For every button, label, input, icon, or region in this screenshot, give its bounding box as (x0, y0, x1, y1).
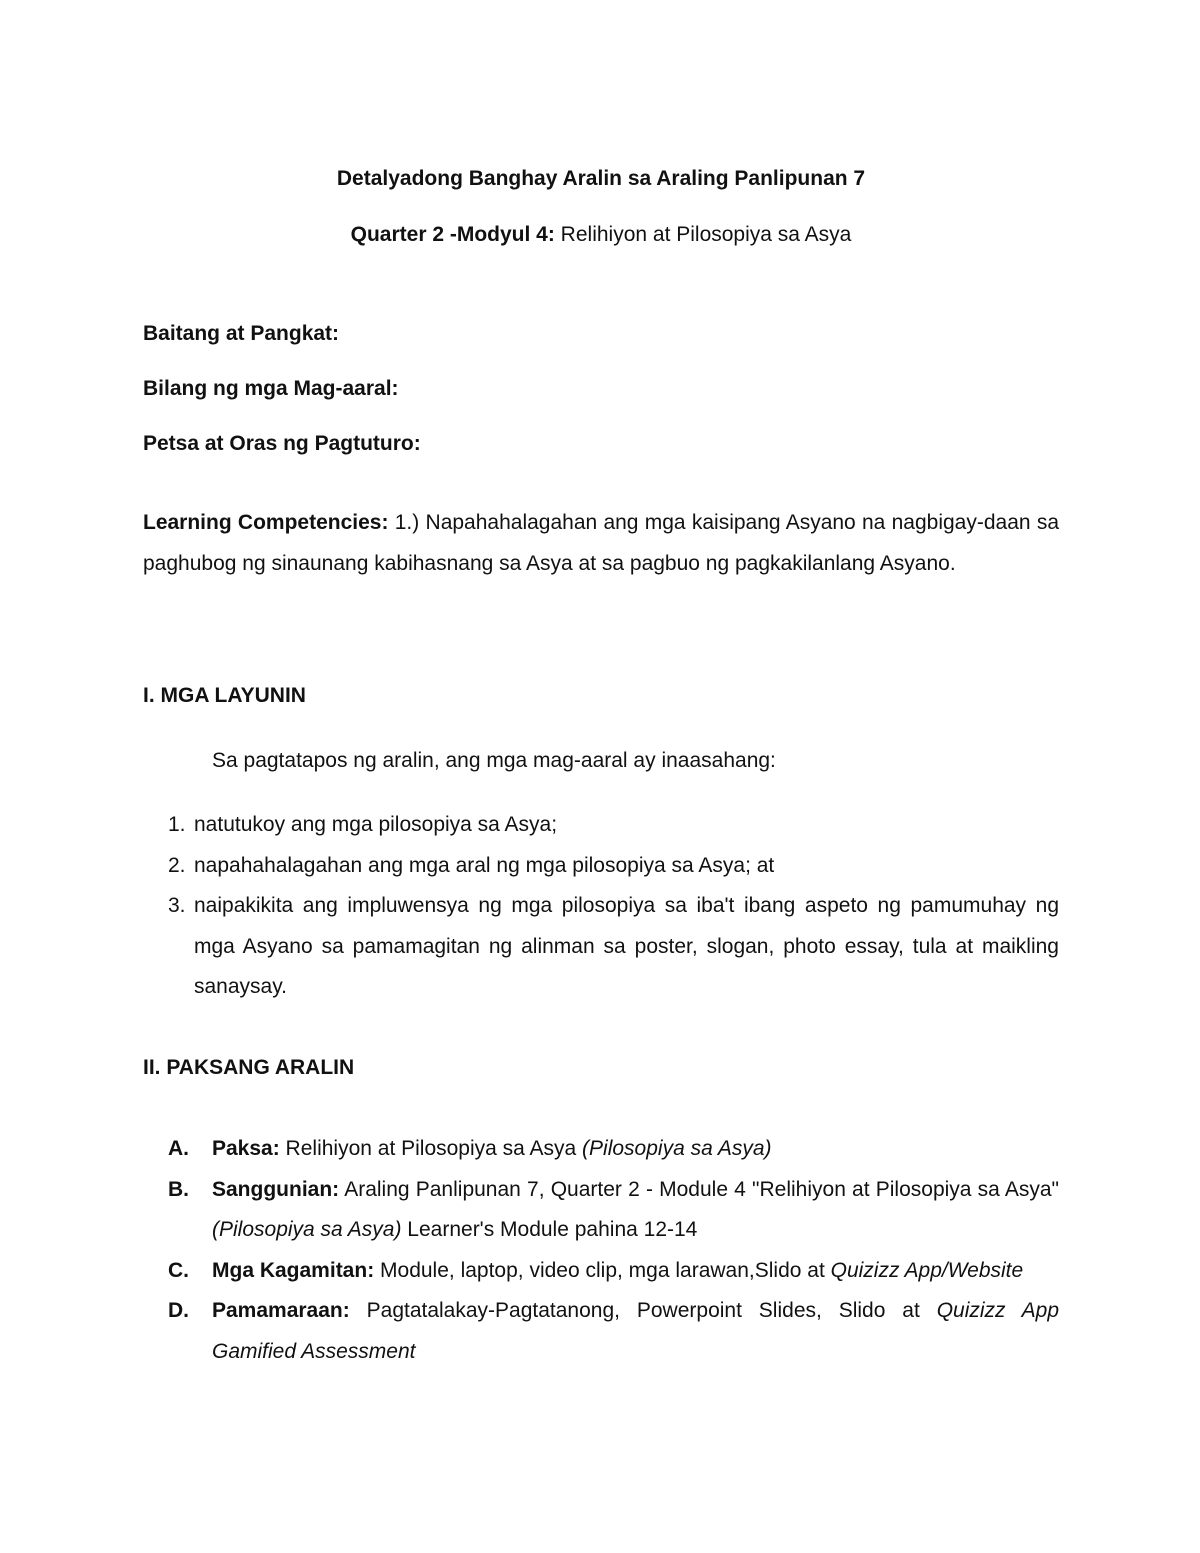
item-label: Mga Kagamitan: (212, 1258, 375, 1282)
item-label: Pamamaraan: (212, 1299, 350, 1322)
item-label: Paksa: (212, 1137, 280, 1160)
section2-heading-text: II. PAKSANG ARALIN (143, 1056, 355, 1079)
list-item (168, 1129, 1059, 1170)
student-count-field (143, 369, 1059, 410)
list-letter: C. (168, 1258, 189, 1282)
objectives-intro (212, 741, 1059, 782)
list-letter: D. (168, 1299, 189, 1322)
learning-competencies (143, 503, 1059, 584)
list-letter: B. (168, 1177, 189, 1201)
item-label: Sanggunian: (212, 1177, 340, 1201)
list-letter: A. (168, 1137, 189, 1160)
section1-heading-text: I. MGA LAYUNIN (143, 684, 306, 707)
item-italic-text: Quizizz App Gamified Assessment (212, 1299, 1059, 1363)
date-time-field (143, 424, 1059, 465)
list-item (168, 886, 1059, 1008)
list-item-text (168, 1170, 1059, 1251)
competency-text: Napahahalagahan ang mga kaisipang Asyano na nagbigay-daan sa paghubog ng sinaunang kabihasnang sa Asya at sa pagbuo ng pagkakilanlang Asyano. (143, 511, 1060, 575)
list-item-text: naipakikita ang impluwensya ng mga pilosopiya sa iba't ibang aspeto ng pamumuhay ng mga Asyano sa pamamagitan ng alinman sa poster, slogan, photo essay, tula at maikling sanaysay. (194, 894, 1059, 998)
list-number: 3. (168, 894, 186, 917)
list-number: 1. (168, 813, 186, 836)
module-line (143, 215, 1059, 256)
grade-section-label: Baitang at Pangkat: (143, 322, 340, 345)
list-item-text (168, 1129, 1059, 1170)
list-item-text: natutukoy ang mga pilosopiya sa Asya; (194, 813, 558, 836)
title-text: Detalyadong Banghay Aralin sa Araling Panlipunan 7 (336, 167, 866, 190)
objectives-intro-text: Sa pagtatapos ng aralin, ang mga mag-aaral ay inaasahang: (212, 749, 776, 772)
item-text: Module, laptop, video clip, mga larawan,Slido at (374, 1258, 831, 1282)
objectives-list (168, 805, 1059, 1008)
list-item (168, 1251, 1059, 1292)
list-item-text (168, 1291, 1059, 1372)
list-item (168, 805, 1059, 846)
competency-number: 1.) (388, 511, 420, 534)
list-item (168, 1291, 1059, 1372)
list-item (168, 846, 1059, 887)
module-label: Quarter 2 -Modyul 4: (350, 223, 555, 246)
module-text: Relihiyon at Pilosopiya sa Asya (554, 223, 852, 246)
item-text: Relihiyon at Pilosopiya sa Asya (279, 1137, 583, 1160)
item-italic-text: Quizizz App/Website (830, 1258, 1024, 1282)
item-italic-text: (Pilosopiya sa Asya) (582, 1137, 772, 1160)
list-number: 2. (168, 853, 186, 877)
item-italic-text: (Pilosopiya sa Asya) (212, 1218, 402, 1241)
item-text: Pagtatalakay-Pagtatanong, Powerpoint Slides, Slido at (349, 1299, 937, 1322)
list-item (168, 1170, 1059, 1251)
date-time-label: Petsa at Oras ng Pagtuturo: (143, 432, 421, 455)
section-heading-paksang-aralin (143, 1048, 1059, 1089)
competencies-label: Learning Competencies: (143, 511, 389, 534)
item-trailing-text: Learner's Module pahina 12-14 (401, 1218, 698, 1241)
list-item-text (168, 1251, 1059, 1292)
lesson-details-list (168, 1129, 1059, 1372)
section-heading-layunin (143, 676, 1059, 717)
student-count-label: Bilang ng mga Mag-aaral: (143, 377, 399, 400)
list-item-text: napahahalagahan ang mga aral ng mga pilosopiya sa Asya; at (194, 853, 775, 877)
item-text: Araling Panlipunan 7, Quarter 2 - Module 4 "Relihiyon at Pilosopiya sa Asya" (339, 1177, 1059, 1201)
document-title (143, 159, 1059, 200)
grade-section-field (143, 314, 1059, 355)
